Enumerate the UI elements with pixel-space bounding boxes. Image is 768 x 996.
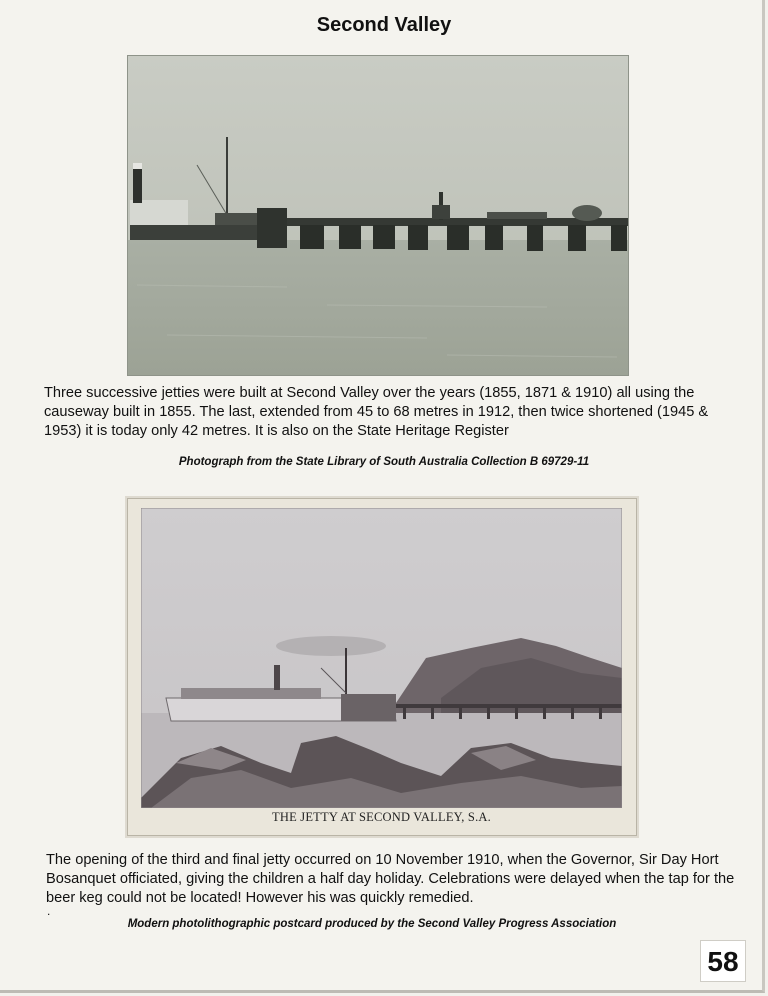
postcard-credit: Modern photolithographic postcard produced by the Second Valley Progress Association (127, 918, 617, 930)
page-title: Second Valley (316, 14, 452, 36)
postcard-description: The opening of the third and final jetty occurred on 10 November 1910, when the Governor, Sir Day Hort Bosanquet officiated, giving the children a half day holiday. Celebrations were delayed when the tap for the beer keg could not be located! However his was quickly remedied. (46, 852, 735, 906)
photo-credit: Photograph from the State Library of South Australia Collection B 69729-11 (178, 456, 590, 468)
postcard (127, 498, 637, 836)
jetty-photograph (127, 55, 629, 376)
photo-caption: Three successive jetties were built at Second Valley over the years (1855, 1871 & 1910) all using the causeway built in 1855. The last, extended from 45 to 68 metres in 1912, then twice shortened (1945 & 1953) it is today only 42 metres. It is also on the State Heritage Register (44, 385, 709, 439)
page-number: 58 (700, 940, 746, 982)
stray-mark: . (47, 904, 51, 918)
postcard-photograph (141, 508, 622, 808)
postcard-caption: THE JETTY AT SECOND VALLEY, S.A. (272, 810, 491, 824)
